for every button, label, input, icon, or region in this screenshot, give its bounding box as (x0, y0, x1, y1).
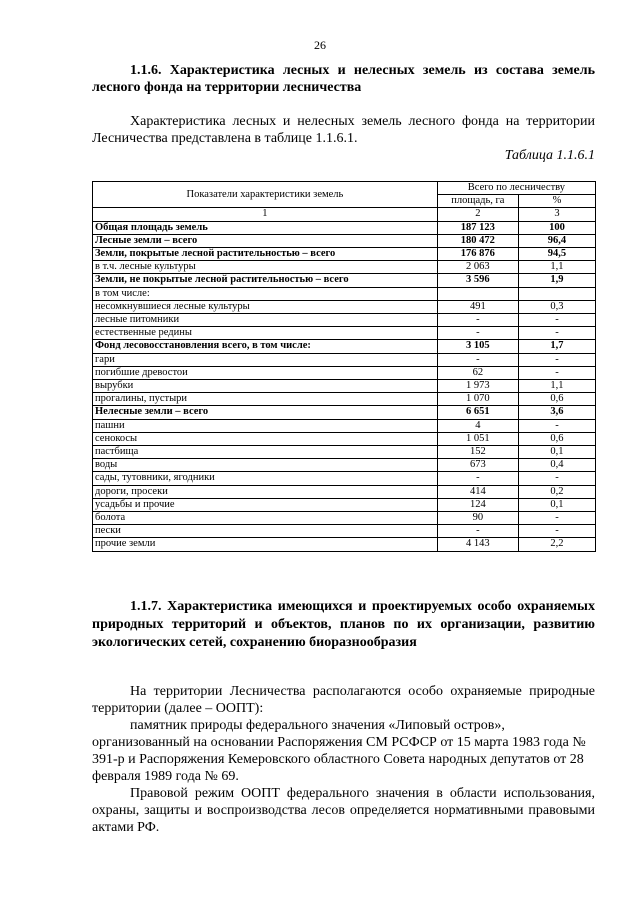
row-area: 4 143 (437, 538, 518, 551)
row-percent: 2,2 (518, 538, 595, 551)
row-name: Земли, не покрытые лесной растительностью – всего (93, 274, 438, 287)
row-percent: 0,6 (518, 393, 595, 406)
row-name: лесные питомники (93, 314, 438, 327)
row-percent: - (518, 353, 595, 366)
table-row (93, 366, 596, 379)
row-name: сенокосы (93, 432, 438, 445)
table-row (93, 538, 596, 551)
row-percent: 0,6 (518, 432, 595, 445)
row-name: в т.ч. лесные культуры (93, 261, 438, 274)
table-row (93, 393, 596, 406)
row-percent: 96,4 (518, 234, 595, 247)
header-percent: % (518, 195, 595, 208)
row-name: погибшие древостои (93, 366, 438, 379)
column-number: 3 (518, 208, 595, 221)
section-heading-1-1-7: 1.1.7. Характеристика имеющихся и проектируемых особо охраняемых природных территорий и объектов, планов по их организации, развитию экологических сетей, сохранению биоразнообразия (92, 599, 595, 650)
body-paragraph: Правовой режим ООПТ федерального значения в области использования, охраны, защиты и воспроизводства лесов определяется нормативными правовыми актами РФ. (92, 786, 595, 835)
column-number: 2 (437, 208, 518, 221)
section-heading-1-1-6: 1.1.6. Характеристика лесных и нелесных земель из состава земель лесного фонда на территории лесничества (92, 63, 595, 95)
body-paragraph: На территории Лесничества располагаются особо охраняемые природные территории (далее – ООПТ): (92, 684, 595, 716)
row-percent: - (518, 327, 595, 340)
row-area: 6 651 (437, 406, 518, 419)
row-area: - (437, 327, 518, 340)
table-row (93, 287, 596, 300)
row-area: 414 (437, 485, 518, 498)
table-row (93, 512, 596, 525)
row-area: 2 063 (437, 261, 518, 274)
row-area: 152 (437, 446, 518, 459)
row-percent: - (518, 512, 595, 525)
table-row (93, 485, 596, 498)
row-name: гари (93, 353, 438, 366)
table-row (93, 221, 596, 234)
row-percent: 100 (518, 221, 595, 234)
table-label: Таблица 1.1.6.1 (504, 148, 595, 163)
body-paragraph: памятник природы федерального значения «Липовый остров», организованный на основании Распоряжения СМ РСФСР от 15 марта 1983 года № 391-р и Распоряжения Кемеровского областного Совета народных депутатов от 28 февраля 1989 года № 69. (92, 718, 586, 784)
row-percent: 0,2 (518, 485, 595, 498)
row-percent: 1,7 (518, 340, 595, 353)
table-row (93, 340, 596, 353)
row-percent: 1,1 (518, 380, 595, 393)
table-row (93, 406, 596, 419)
table-row (93, 472, 596, 485)
row-area: 187 123 (437, 221, 518, 234)
page-number: 26 (314, 38, 326, 52)
row-area: 491 (437, 300, 518, 313)
header-indicator: Показатели характеристики земель (93, 182, 438, 208)
section-body (92, 683, 595, 836)
row-name: в том числе: (93, 287, 438, 300)
header-area: площадь, га (437, 195, 518, 208)
row-area: 3 105 (437, 340, 518, 353)
row-name: воды (93, 459, 438, 472)
column-number: 1 (93, 208, 438, 221)
row-percent: - (518, 472, 595, 485)
row-area: 673 (437, 459, 518, 472)
table-row (93, 419, 596, 432)
row-name: болота (93, 512, 438, 525)
row-name: несомкнувшиеся лесные культуры (93, 300, 438, 313)
row-percent: 1,9 (518, 274, 595, 287)
table-row (93, 432, 596, 445)
row-percent: 0,3 (518, 300, 595, 313)
row-name: дороги, просеки (93, 485, 438, 498)
row-name: прочие земли (93, 538, 438, 551)
table-row (93, 446, 596, 459)
row-area: 180 472 (437, 234, 518, 247)
row-name: Фонд лесовосстановления всего, в том числе: (93, 340, 438, 353)
row-area (437, 287, 518, 300)
row-name: естественные редины (93, 327, 438, 340)
row-name: пашни (93, 419, 438, 432)
table-row (93, 353, 596, 366)
row-area: 3 596 (437, 274, 518, 287)
row-percent: 0,4 (518, 459, 595, 472)
row-name: пески (93, 525, 438, 538)
row-area: 90 (437, 512, 518, 525)
row-area: - (437, 353, 518, 366)
table-row (93, 459, 596, 472)
row-percent: 3,6 (518, 406, 595, 419)
table-row (93, 327, 596, 340)
table-row (93, 234, 596, 247)
table-row (93, 498, 596, 511)
row-name: Общая площадь земель (93, 221, 438, 234)
row-area: 124 (437, 498, 518, 511)
row-area: - (437, 314, 518, 327)
land-characteristics-table (92, 181, 596, 552)
row-name: Земли, покрытые лесной растительностью – всего (93, 248, 438, 261)
row-area: - (437, 472, 518, 485)
row-percent (518, 287, 595, 300)
row-percent: 1,1 (518, 261, 595, 274)
row-area: 1 051 (437, 432, 518, 445)
row-name: пастбища (93, 446, 438, 459)
row-area: 1 070 (437, 393, 518, 406)
row-name: вырубки (93, 380, 438, 393)
row-percent: - (518, 314, 595, 327)
row-area: 1 973 (437, 380, 518, 393)
row-area: 62 (437, 366, 518, 379)
table-row (93, 314, 596, 327)
row-area: 4 (437, 419, 518, 432)
row-percent: 94,5 (518, 248, 595, 261)
row-percent: 0,1 (518, 446, 595, 459)
row-percent: - (518, 419, 595, 432)
table-row (93, 261, 596, 274)
table-row (93, 380, 596, 393)
table-row (93, 248, 596, 261)
row-name: Нелесные земли – всего (93, 406, 438, 419)
row-area: 176 876 (437, 248, 518, 261)
row-percent: - (518, 525, 595, 538)
row-area: - (437, 525, 518, 538)
table-body (93, 221, 596, 551)
intro-paragraph: Характеристика лесных и нелесных земель лесного фонда на территории Лесничества представлена в таблице 1.1.6.1. (92, 114, 595, 146)
table-row (93, 300, 596, 313)
header-total-forestry: Всего по лесничеству (437, 182, 595, 195)
row-name: Лесные земли – всего (93, 234, 438, 247)
row-name: прогалины, пустыри (93, 393, 438, 406)
row-percent: - (518, 366, 595, 379)
table-row (93, 525, 596, 538)
table-row (93, 274, 596, 287)
row-percent: 0,1 (518, 498, 595, 511)
row-name: сады, тутовники, ягодники (93, 472, 438, 485)
row-name: усадьбы и прочие (93, 498, 438, 511)
